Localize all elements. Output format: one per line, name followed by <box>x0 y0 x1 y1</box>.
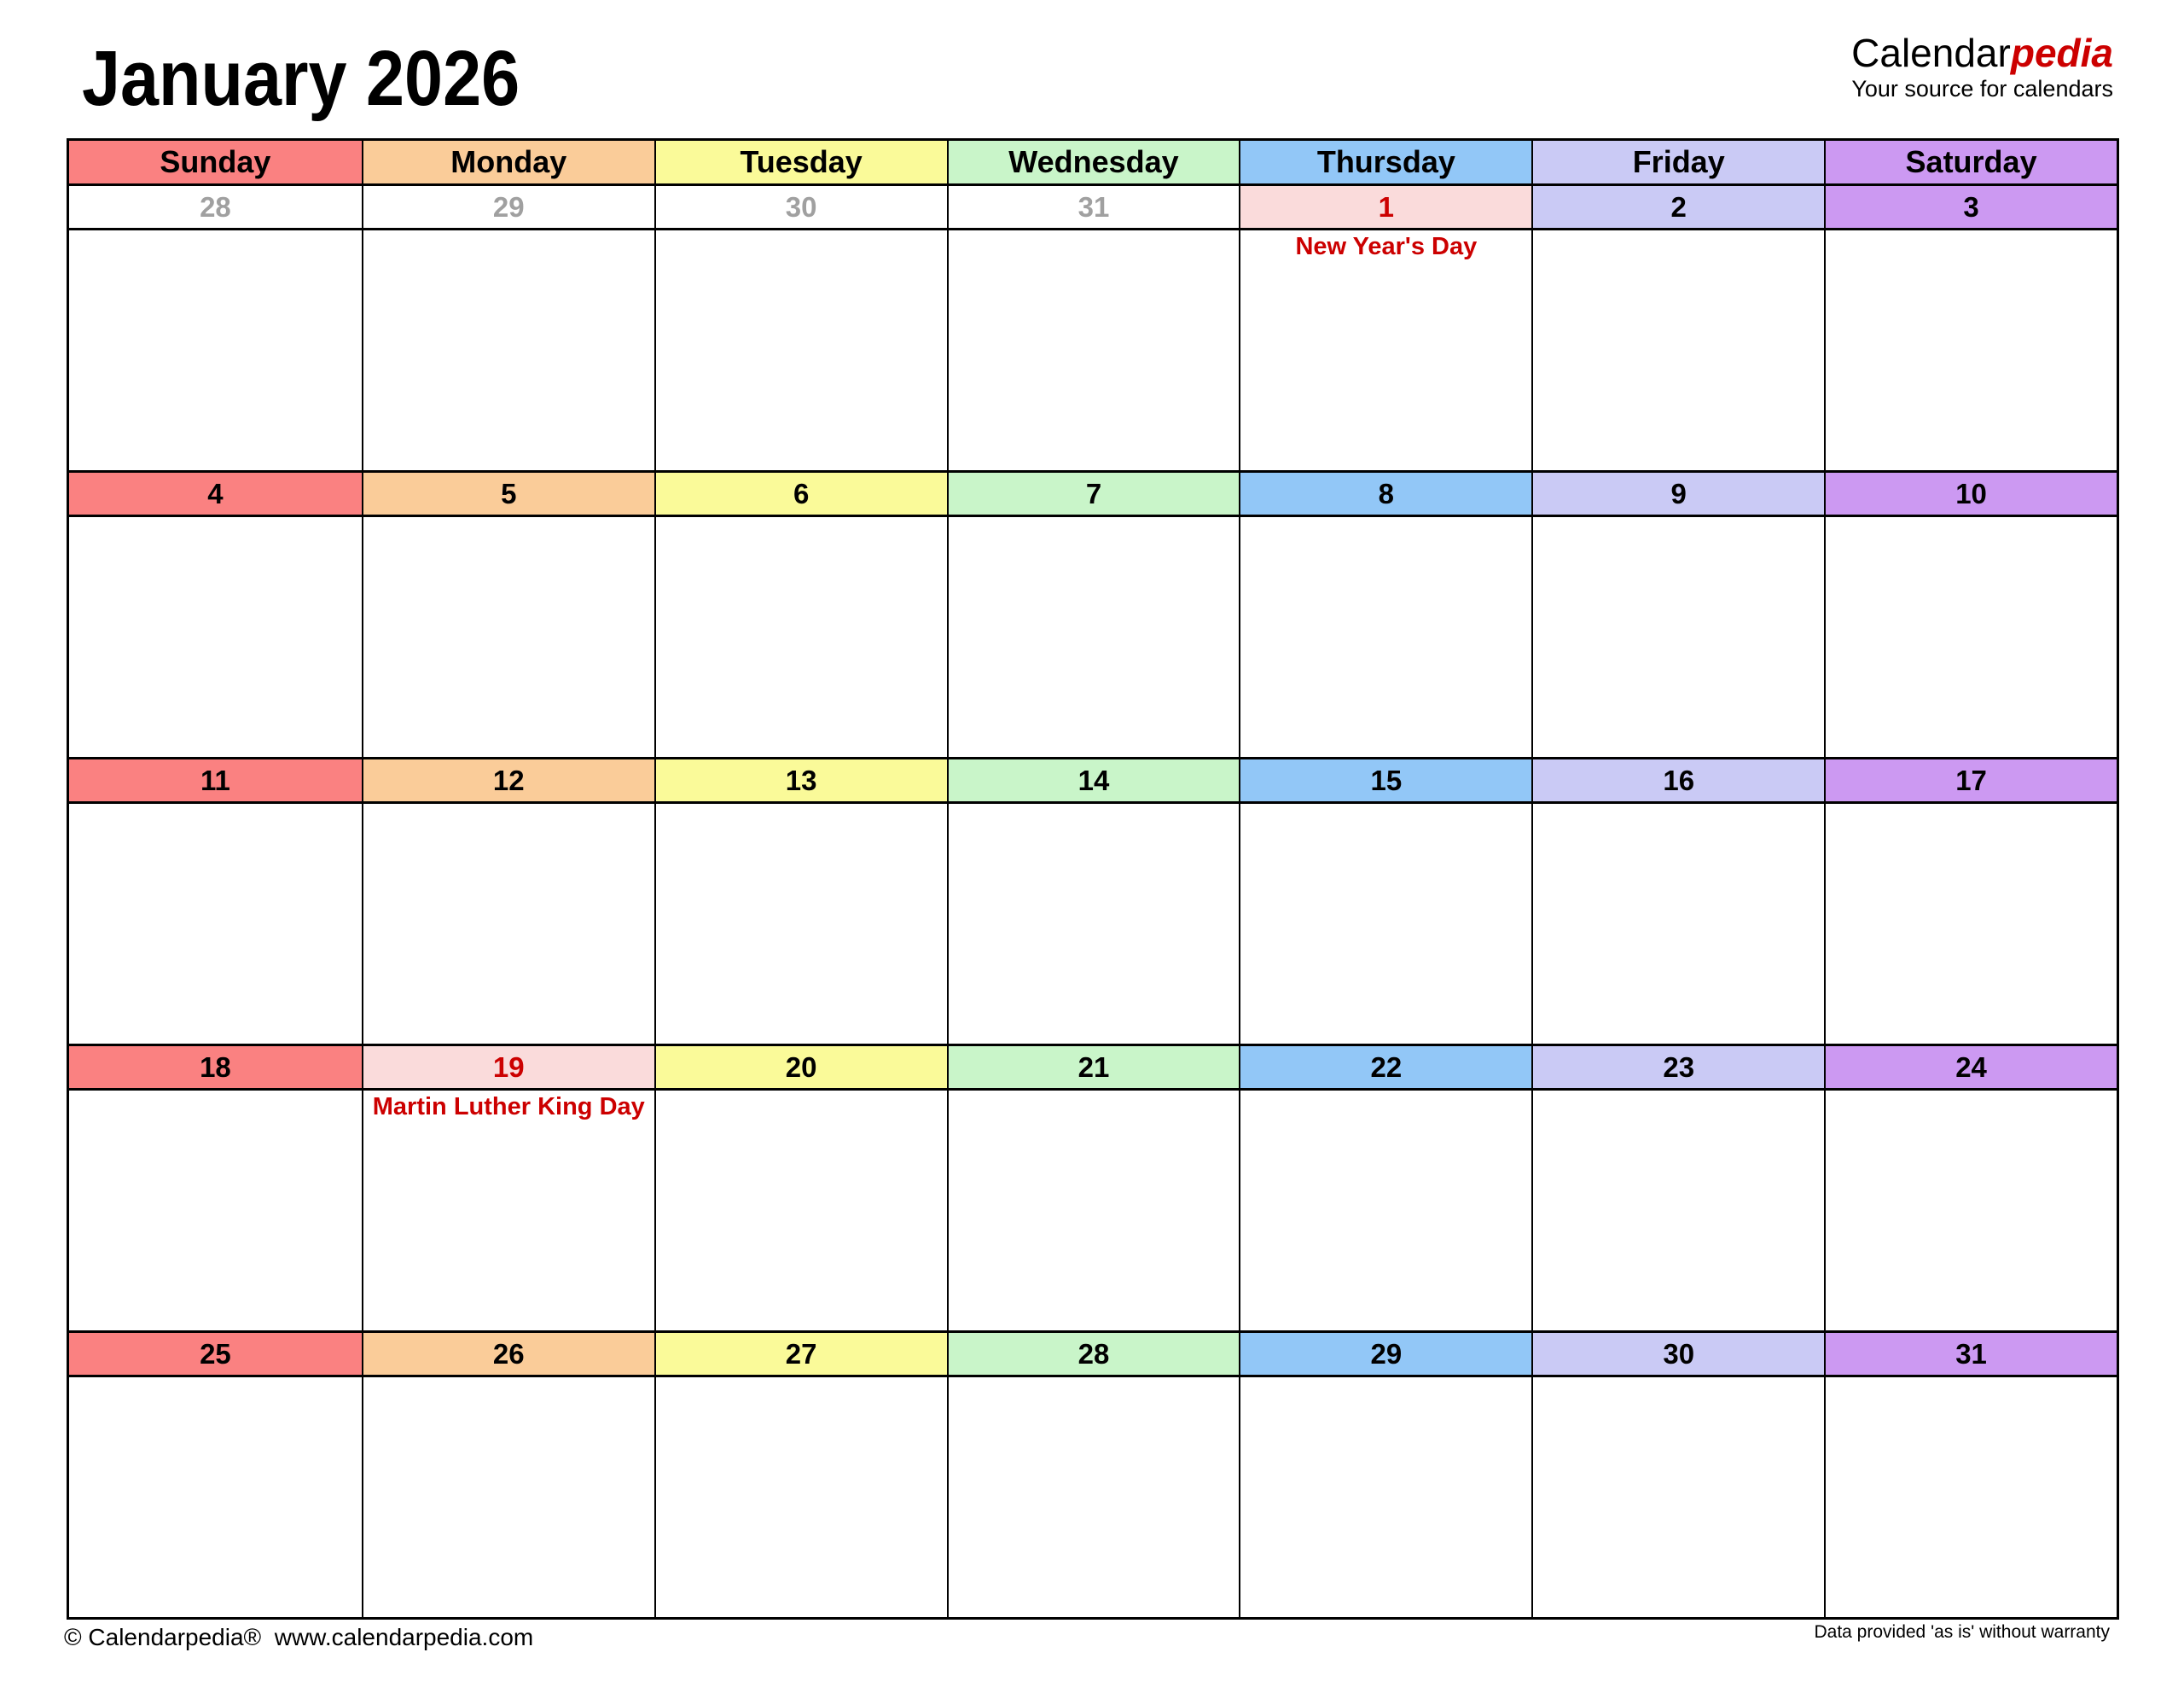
day-body-7 <box>947 517 1240 757</box>
day-body-31 <box>1824 1377 2117 1617</box>
date-cell-29: 29 <box>1239 1333 1531 1375</box>
day-body-19 <box>362 1091 654 1330</box>
date-cell-26: 26 <box>362 1333 654 1375</box>
date-cell-25: 25 <box>69 1333 362 1375</box>
date-cell-30: 30 <box>1531 1333 1824 1375</box>
date-cell-9: 9 <box>1531 473 1824 515</box>
day-body-15 <box>1239 804 1531 1044</box>
logo-text-pedia: pedia <box>2010 31 2113 75</box>
date-cell-6: 6 <box>654 473 947 515</box>
date-cell-12: 12 <box>362 759 654 801</box>
footer-disclaimer: Data provided 'as is' without warranty <box>1814 1622 2110 1642</box>
date-cell-23: 23 <box>1531 1046 1824 1088</box>
date-cell-1: 1 <box>1239 186 1531 228</box>
date-cell-7: 7 <box>947 473 1240 515</box>
page-title: January 2026 <box>82 35 520 122</box>
day-body-22 <box>1239 1091 1531 1330</box>
day-body-29 <box>1239 1377 1531 1617</box>
weekday-header-saturday: Saturday <box>1824 141 2117 183</box>
day-body-10 <box>1824 517 2117 757</box>
weekday-header-wednesday: Wednesday <box>947 141 1240 183</box>
day-body-5 <box>362 517 654 757</box>
week-5-body-row <box>69 1375 2117 1617</box>
date-cell-2: 2 <box>1531 186 1824 228</box>
date-cell-31: 31 <box>1824 1333 2117 1375</box>
footer-copyright: © Calendarpedia® www.calendarpedia.com <box>64 1624 534 1650</box>
weekday-header-tuesday: Tuesday <box>654 141 947 183</box>
day-body-24 <box>1824 1091 2117 1330</box>
calendarpedia-logo <box>1851 32 2113 102</box>
day-body-28 <box>69 230 362 470</box>
week-2-date-row <box>69 470 2117 515</box>
day-body-21 <box>947 1091 1240 1330</box>
week-5-date-row <box>69 1330 2117 1375</box>
date-cell-5: 5 <box>362 473 654 515</box>
day-body-30 <box>654 230 947 470</box>
date-cell-28: 28 <box>947 1333 1240 1375</box>
date-cell-10: 10 <box>1824 473 2117 515</box>
date-cell-20: 20 <box>654 1046 947 1088</box>
day-body-8 <box>1239 517 1531 757</box>
day-body-6 <box>654 517 947 757</box>
date-cell-28: 28 <box>69 186 362 228</box>
date-cell-4: 4 <box>69 473 362 515</box>
weekday-header-sunday: Sunday <box>69 141 362 183</box>
day-body-26 <box>362 1377 654 1617</box>
day-body-31 <box>947 230 1240 470</box>
day-body-9 <box>1531 517 1824 757</box>
day-body-3 <box>1824 230 2117 470</box>
day-body-4 <box>69 517 362 757</box>
week-4-date-row <box>69 1044 2117 1088</box>
day-body-12 <box>362 804 654 1044</box>
date-cell-8: 8 <box>1239 473 1531 515</box>
date-cell-30: 30 <box>654 186 947 228</box>
week-4-body-row <box>69 1088 2117 1330</box>
weekday-header-friday: Friday <box>1531 141 1824 183</box>
date-cell-21: 21 <box>947 1046 1240 1088</box>
date-cell-29: 29 <box>362 186 654 228</box>
day-body-29 <box>362 230 654 470</box>
week-3-body-row <box>69 801 2117 1044</box>
date-cell-22: 22 <box>1239 1046 1531 1088</box>
day-body-13 <box>654 804 947 1044</box>
logo-text-calendar: Calendar <box>1851 31 2011 75</box>
day-body-23 <box>1531 1091 1824 1330</box>
date-cell-17: 17 <box>1824 759 2117 801</box>
weekday-header-thursday: Thursday <box>1239 141 1531 183</box>
day-body-28 <box>947 1377 1240 1617</box>
day-body-11 <box>69 804 362 1044</box>
day-body-16 <box>1531 804 1824 1044</box>
date-cell-13: 13 <box>654 759 947 801</box>
week-1-body-row <box>69 228 2117 470</box>
date-cell-31: 31 <box>947 186 1240 228</box>
day-body-1 <box>1239 230 1531 470</box>
day-body-18 <box>69 1091 362 1330</box>
day-body-2 <box>1531 230 1824 470</box>
date-cell-27: 27 <box>654 1333 947 1375</box>
logo-wordmark <box>1851 32 2113 75</box>
day-body-17 <box>1824 804 2117 1044</box>
week-2-body-row <box>69 515 2117 757</box>
day-body-30 <box>1531 1377 1824 1617</box>
date-cell-15: 15 <box>1239 759 1531 801</box>
date-cell-11: 11 <box>69 759 362 801</box>
date-cell-18: 18 <box>69 1046 362 1088</box>
calendar-grid <box>69 183 2117 1617</box>
date-cell-3: 3 <box>1824 186 2117 228</box>
weekday-row <box>69 141 2117 183</box>
week-3-date-row <box>69 757 2117 801</box>
day-body-20 <box>654 1091 947 1330</box>
day-body-14 <box>947 804 1240 1044</box>
day-body-25 <box>69 1377 362 1617</box>
logo-tagline: Your source for calendars <box>1851 75 2113 102</box>
weekday-header-monday: Monday <box>362 141 654 183</box>
day-body-27 <box>654 1377 947 1617</box>
calendar-table <box>67 138 2119 1620</box>
date-cell-19: 19 <box>362 1046 654 1088</box>
date-cell-24: 24 <box>1824 1046 2117 1088</box>
date-cell-14: 14 <box>947 759 1240 801</box>
holiday-label: New Year's Day <box>1295 233 1478 260</box>
week-1-date-row <box>69 183 2117 228</box>
holiday-label: Martin Luther King Day <box>372 1093 645 1120</box>
date-cell-16: 16 <box>1531 759 1824 801</box>
